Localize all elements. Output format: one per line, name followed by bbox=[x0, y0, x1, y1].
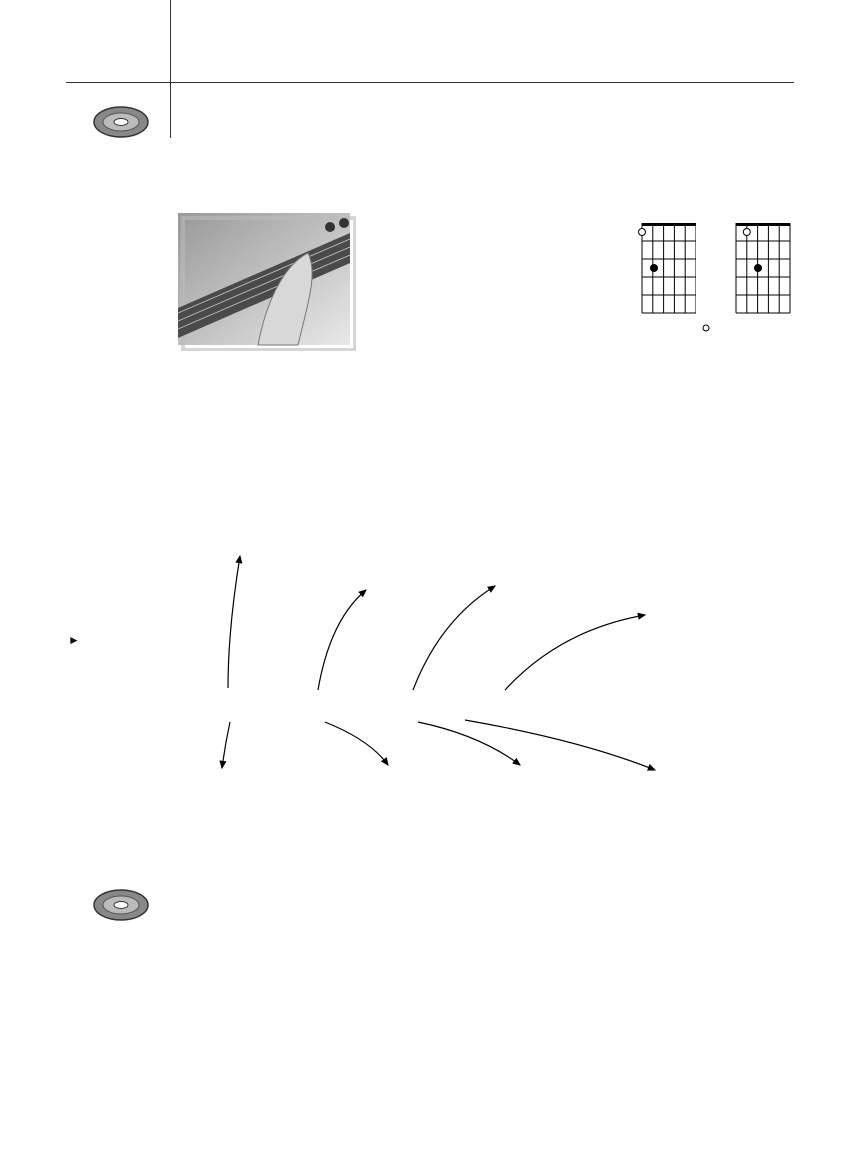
header-rule bbox=[66, 82, 794, 83]
chord-diagram-sixth-string bbox=[636, 205, 696, 325]
fretboard-diagram bbox=[190, 636, 770, 726]
cd-icon bbox=[92, 888, 150, 922]
root-legend-icon bbox=[700, 322, 712, 334]
pointer-arrow-icon: ► bbox=[68, 633, 80, 647]
chord-diagram-fifth-string bbox=[730, 205, 800, 325]
cd-icon bbox=[92, 105, 150, 139]
music-notation bbox=[160, 935, 800, 1065]
guitar-hand-photo bbox=[178, 213, 356, 351]
header-vertical-rule bbox=[170, 0, 171, 138]
